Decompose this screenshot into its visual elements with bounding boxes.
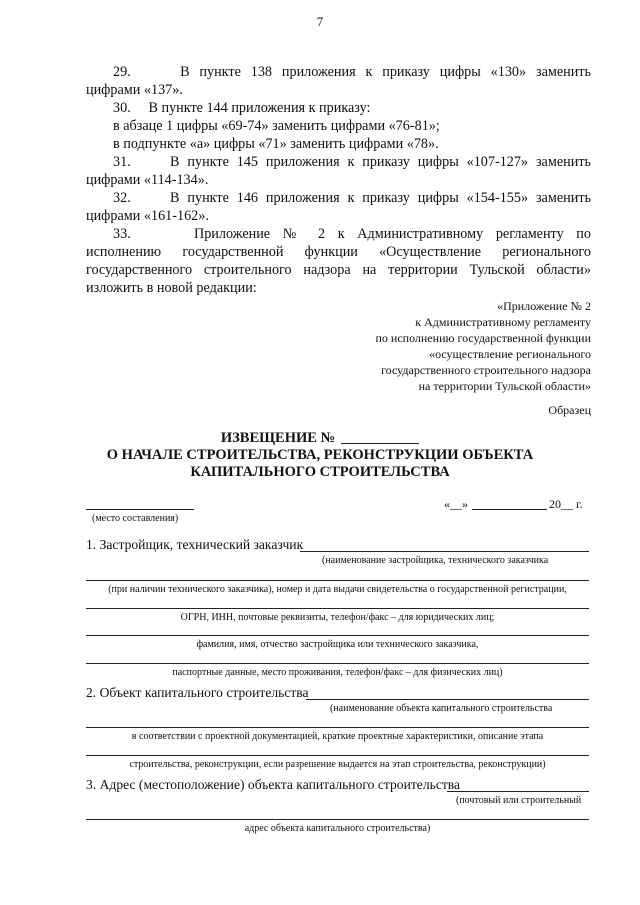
paragraph-29-line-2: цифрами «137».	[86, 82, 183, 98]
notice-number-blank	[341, 443, 419, 444]
appendix-header-line: «осуществление регионального	[429, 347, 591, 361]
date-year: 20__ г.	[549, 497, 583, 511]
place-blank-line	[86, 509, 194, 510]
section-1-line-1	[300, 551, 589, 552]
section-2-caption-1: (наименование объекта капитального строительства	[330, 703, 553, 714]
appendix-header-line: государственного строительного надзора	[381, 363, 591, 377]
appendix-header-line: к Административному регламенту	[415, 315, 591, 329]
date-day: «__»	[444, 497, 468, 511]
section-1-caption-4: фамилия, имя, отчество застройщика или технического заказчика,	[196, 639, 479, 650]
paragraph-33-line-2: исполнению государственной функции «Осуществление регионального	[86, 244, 591, 260]
section-2-label: 2. Объект капитального строительства	[86, 685, 309, 700]
section-2-line-1	[306, 699, 589, 700]
paragraph-30-line-3: в подпункте «а» цифры «71» заменить цифрами «78».	[113, 136, 439, 152]
section-3-label: 3. Адрес (местоположение) объекта капитального строительства	[86, 777, 461, 792]
section-2-caption-2: в соответствии с проектной документацией, краткие проектные характеристики, описание этапа	[131, 731, 544, 742]
form-title-line-3: КАПИТАЛЬНОГО СТРОИТЕЛЬСТВА	[190, 464, 450, 480]
section-2-line-3	[86, 755, 589, 756]
section-3-caption-2: адрес объекта капитального строительства)	[244, 823, 431, 834]
appendix-header-line: на территории Тульской области»	[418, 379, 591, 393]
page-number: 7	[316, 14, 324, 29]
paragraph-32-line-1: 32. В пункте 146 приложения к приказу цифры «154-155» заменить	[113, 190, 591, 206]
section-1-label: 1. Застройщик, технический заказчик	[86, 537, 304, 552]
paragraph-33-line-1: 33. Приложение № 2 к Административному регламенту по	[113, 226, 591, 242]
form-title-notice: ИЗВЕЩЕНИЕ №	[220, 430, 336, 446]
place-caption: (место составления)	[92, 513, 179, 524]
paragraph-31-line-2: цифрами «114-134».	[86, 172, 209, 188]
section-2-line-2	[86, 727, 589, 728]
appendix-header-line: «Приложение № 2	[497, 299, 591, 313]
section-1-caption-1: (наименование застройщика, технического заказчика	[322, 555, 549, 566]
section-3-line-2	[86, 819, 589, 820]
date-month-blank	[472, 509, 547, 510]
paragraph-33-line-4: изложить в новой редакции:	[86, 280, 257, 296]
paragraph-33-line-3: государственного строительного надзора на территории Тульской области»	[86, 262, 591, 278]
section-1-caption-2: (при наличии технического заказчика), номер и дата выдачи свидетельства о государственной регистрации,	[108, 584, 567, 595]
sample-label: Образец	[548, 403, 591, 417]
paragraph-29-line-1: 29. В пункте 138 приложения к приказу цифры «130» заменить	[113, 64, 591, 80]
appendix-header-line: по исполнению государственной функции	[375, 331, 591, 345]
section-3-caption-1: (почтовый или строительный	[456, 795, 582, 806]
section-1-line-4	[86, 635, 589, 636]
section-3-line-1	[447, 791, 589, 792]
paragraph-30-line-2: в абзаце 1 цифры «69-74» заменить цифрами «76-81»;	[113, 118, 440, 134]
paragraph-31-line-1: 31. В пункте 145 приложения к приказу цифры «107-127» заменить	[113, 154, 591, 170]
section-1-line-3	[86, 608, 589, 609]
section-1-caption-5: паспортные данные, место проживания, телефон/факс – для физических лиц)	[172, 667, 503, 678]
section-1-line-2	[86, 580, 589, 581]
form-title-line-2: О НАЧАЛЕ СТРОИТЕЛЬСТВА, РЕКОНСТРУКЦИИ ОБЪЕКТА	[106, 447, 534, 463]
form-title-line-1	[0, 430, 640, 447]
paragraph-30-line-1: 30. В пункте 144 приложения к приказу:	[113, 100, 371, 116]
paragraph-32-line-2: цифрами «161-162».	[86, 208, 209, 224]
section-1-caption-3: ОГРН, ИНН, почтовые реквизиты, телефон/факс – для юридических лиц;	[180, 612, 495, 623]
section-2-caption-3: строительства, реконструкции, если разрешение выдается на этап строительства, реконструкции)	[129, 759, 546, 770]
section-1-line-5	[86, 663, 589, 664]
